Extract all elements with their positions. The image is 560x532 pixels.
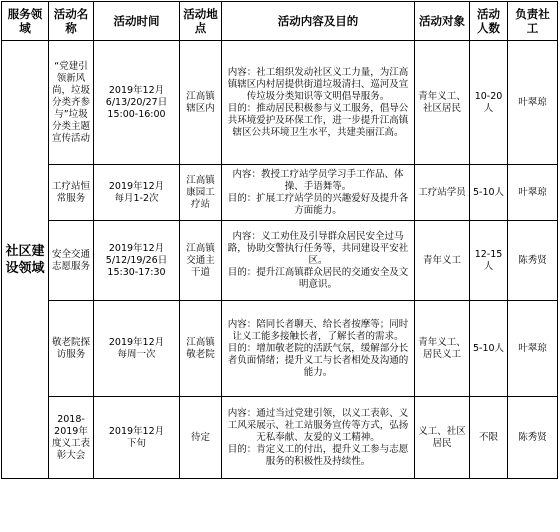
activity-name-cell: 敬老院探访服务 xyxy=(49,301,94,397)
header-worker: 负责社工 xyxy=(508,2,558,41)
activity-name-cell: “党建引领新风尚，垃圾分类齐参与”垃圾分类主题宣传活动 xyxy=(49,41,94,165)
activity-count-cell: 10-20人 xyxy=(470,41,508,165)
activity-time-cell: 2019年12月6/13/20/27日 15:00-16:00 xyxy=(94,41,180,165)
header-row xyxy=(2,2,558,41)
purpose-text: 目的：推动居民积极参与义工服务，倡导公共环境爱护及环保工作，进一步提升江高镇辖区公共环境卫生水平，共建美丽江高。 xyxy=(227,102,409,138)
activity-count-cell: 5-10人 xyxy=(470,165,508,221)
content-text: 内容：教授工疗站学员学习手工作品、体操、手语舞等。 xyxy=(232,168,404,192)
activity-target-cell: 青年义工、居民义工 xyxy=(415,301,470,397)
purpose-text: 目的：扩展工疗站学员的兴趣爱好及提升各方面能力。 xyxy=(227,192,409,216)
content-text: 内容：通过当过党建引领，以义工表彰、义工风采展示、社工站服务宣传等方式，弘扬无私奉献、友爱的义工精神。 xyxy=(227,407,409,443)
activity-table xyxy=(1,1,558,479)
activity-worker-cell: 叶翠琼 xyxy=(508,301,558,397)
table-row xyxy=(2,397,558,479)
purpose-text: 目的：提升江高镇群众居民的交通安全及文明意识。 xyxy=(227,266,409,290)
activity-time-cell: 2019年12月 5/12/19/26日15:30-17:30 xyxy=(94,221,180,301)
activity-worker-cell: 陈秀贤 xyxy=(508,397,558,479)
activity-target-cell: 青年义工、社区居民 xyxy=(415,41,470,165)
header-time: 活动时间 xyxy=(94,2,180,41)
activity-worker-cell: 叶翠琼 xyxy=(508,41,558,165)
activity-count-cell: 5-10人 xyxy=(470,301,508,397)
content-text: 内容：义工劝住及引导群众居民安全过马路，协助交警执行任务等，共同建设平安社区。 xyxy=(227,230,409,266)
activity-content-cell xyxy=(222,165,415,221)
table-row xyxy=(2,41,558,165)
activity-content-cell xyxy=(222,41,415,165)
activity-target-cell: 青年义工 xyxy=(415,221,470,301)
header-place: 活动地点 xyxy=(180,2,222,41)
table-row xyxy=(2,301,558,397)
activity-place-cell: 待定 xyxy=(180,397,222,479)
service-domain-cell: 社区建设领域 xyxy=(2,41,49,479)
content-text: 内容：社工组织发动社区义工力量，为江高镇辖区内村居提供街道垃圾清扫、巡河及宣传垃圾分类知识等文明倡导服务。 xyxy=(227,66,409,102)
activity-content-cell xyxy=(222,397,415,479)
header-name: 活动名称 xyxy=(49,2,94,41)
activity-place-cell: 江高镇敬老院 xyxy=(180,301,222,397)
activity-count-cell: 不限 xyxy=(470,397,508,479)
activity-target-cell: 工疗站学员 xyxy=(415,165,470,221)
activity-worker-cell: 叶翠琼 xyxy=(508,165,558,221)
purpose-text: 目的：增加敬老院的活跃气氛，缓解部分长者负面情绪；提升义工与长者相处及沟通的能力。 xyxy=(227,342,409,378)
header-domain: 服务领域 xyxy=(2,2,49,41)
activity-count-cell: 12-15人 xyxy=(470,221,508,301)
activity-name-cell: 工疗站恒常服务 xyxy=(49,165,94,221)
activity-name-cell: 2018-2019年度义工表彰大会 xyxy=(49,397,94,479)
activity-place-cell: 江高镇辖区内 xyxy=(180,41,222,165)
activity-place-cell: 江高镇交通主干道 xyxy=(180,221,222,301)
activity-target-cell: 义工、社区居民 xyxy=(415,397,470,479)
header-content: 活动内容及目的 xyxy=(222,2,415,41)
header-count: 活动人数 xyxy=(470,2,508,41)
content-text: 内容：陪同长者聊天、给长者按摩等；同时让义工能多接触长者，了解长者的需求。 xyxy=(227,318,409,342)
activity-time-cell: 2019年12月 下旬 xyxy=(94,397,180,479)
activity-time-cell: 2019年12月 每月1-2次 xyxy=(94,165,180,221)
activity-worker-cell: 陈秀贤 xyxy=(508,221,558,301)
activity-content-cell xyxy=(222,221,415,301)
activity-place-cell: 江高镇康园工疗站 xyxy=(180,165,222,221)
activity-name-cell: 安全交通志愿服务 xyxy=(49,221,94,301)
activity-time-cell: 2019年12月 每周一次 xyxy=(94,301,180,397)
purpose-text: 目的：肯定义工的付出，提升义工参与志愿服务的积极性及持续性。 xyxy=(227,443,409,467)
activity-content-cell xyxy=(222,301,415,397)
table-row xyxy=(2,165,558,221)
header-target: 活动对象 xyxy=(415,2,470,41)
table-row xyxy=(2,221,558,301)
